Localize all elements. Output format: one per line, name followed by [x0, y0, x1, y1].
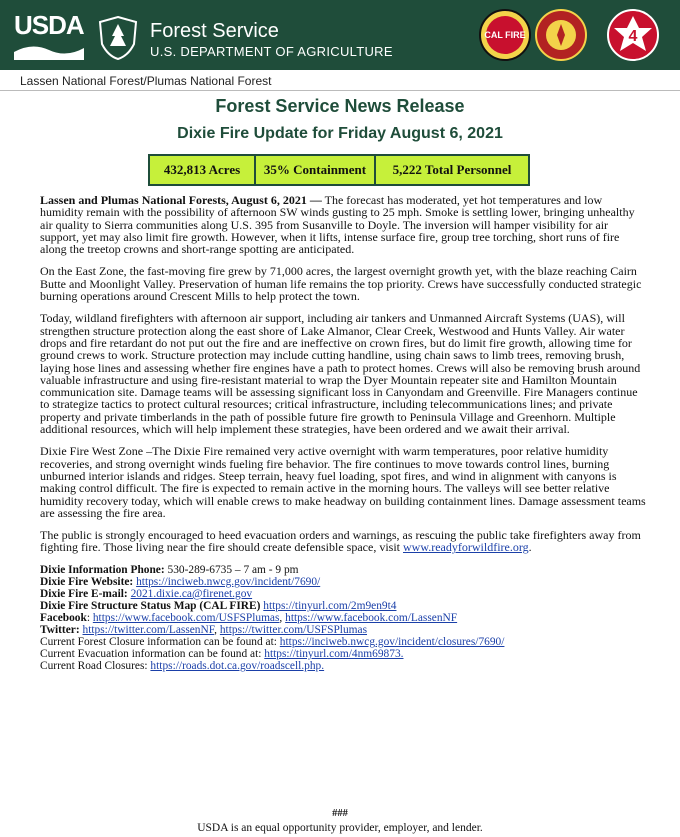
agency-name: Forest Service [150, 20, 279, 42]
page-title: Forest Service News Release [215, 96, 465, 116]
road-line [40, 660, 646, 672]
paragraph-5-end: . [528, 540, 532, 555]
website-link[interactable]: https://inciweb.nwcg.gov/incident/7690/ [136, 575, 321, 588]
stat-containment: 35% Containment [256, 156, 376, 184]
twitter-lassen-link[interactable]: https://twitter.com/LassenNF [82, 624, 215, 637]
calfire-badge-icon [478, 8, 532, 62]
twitter-label: Twitter: [40, 624, 80, 637]
closure-link[interactable]: https://inciweb.nwcg.gov/incident/closures/7690/ [279, 636, 505, 649]
paragraph-1-text: The forecast has moderated, yet hot temperatures and low humidity remain with the possibility of afternoon SW winds gusting to 25 mph. Smoke is settling lower, bringing unhealthy air quality to Sierra communities along U.S. 395 from Susanville to Doyle. The inversion will hamper visibility for air support, yet may also limit fire growth. However, when it lifts, intense surface fire, group tree torching, short runs of fire along the treetop crowns and short-range spotting are anticipated. [40, 193, 635, 257]
evacuation-label: Current Evacuation information can be found at: [40, 648, 265, 661]
paragraph-3: Today, wildland firefighters with afternoon air support, including air tankers and Unmanned Aircraft Systems (UAS), will strengthen structure protection along the east shore of Lake Almanor, Clear Creek, Westwood and Hunts Valley. Air water drops and fire retardant do not put out the fire and are ineffective on crown fires, but do limit fire growth, allowing time for ground crews to work. Structure protection may include cutting handline, using chain saws to limb trees, removing brush, laying hose lines and assessing whether fire engines have a path to protect homes. Crews will also be removing brush around valuable infrastructure and using fire-resistant material to wrap the Dyer Mountain repeater site and Hamilton Mountain communication site. Damage teams will be assessing significant loss in Canyondam and Greenville. Fire Managers continue to strategize tactics to protect cultural resources; critical infrastructure, including telecommunications lines; and private property and private timberlands in the path of possible future fire growth to Peninsula Village and Greenhorn. Multiple additional resources, which will help implement these strategies, have been ordered and we await their arrival. [40, 311, 641, 437]
incident-team-badge-icon [606, 8, 660, 62]
facebook-plumas-link[interactable]: https://www.facebook.com/USFSPlumas [92, 612, 280, 625]
header-banner [0, 0, 680, 70]
stat-personnel: 5,222 Total Personnel [376, 156, 528, 184]
twitter-line: Twitter: https://twitter.com/LassenNF, https://twitter.com/USFSPlumas [40, 624, 368, 637]
map-link[interactable]: https://tinyurl.com/2m9en9t4 [263, 600, 397, 612]
readyforwildfire-link[interactable]: www.readyforwildfire.org [403, 540, 529, 555]
facebook-line: Facebook: https://www.facebook.com/USFSPlumas, https://www.facebook.com/LassenNF [40, 612, 458, 625]
twitter-plumas-link[interactable]: https://twitter.com/USFSPlumas [219, 624, 368, 637]
stat-acres: 432,813 Acres [150, 156, 256, 184]
facebook-lassen-link[interactable]: https://www.facebook.com/LassenNF [285, 612, 458, 625]
agency-seal-badge-icon [534, 8, 588, 62]
email-link[interactable]: 2021.dixie.ca@firenet.gov [130, 587, 253, 600]
email-label: Dixie Fire E-mail: [40, 587, 128, 600]
paragraph-5 [40, 529, 646, 554]
road-label: Current Road Closures: [40, 660, 151, 673]
svg-text:4: 4 [628, 28, 638, 45]
website-label: Dixie Fire Website: [40, 575, 134, 588]
paragraph-1 [40, 194, 646, 255]
phone-label: Dixie Information Phone: [40, 563, 165, 576]
closure-line [40, 636, 646, 648]
website-line [40, 576, 646, 588]
page-subtitle: Dixie Fire Update for Friday August 6, 2021 [177, 125, 503, 142]
eeo-statement: USDA is an equal opportunity provider, employer, and lender. [197, 822, 483, 834]
road-link[interactable]: https://roads.dot.ca.gov/roadscell.php. [150, 660, 325, 673]
forest-service-shield-icon [98, 16, 138, 60]
end-mark: ### [332, 808, 348, 819]
evacuation-link[interactable]: https://tinyurl.com/4nm69873. [264, 648, 404, 661]
phone-line [40, 564, 646, 576]
release-body [40, 194, 646, 673]
divider [0, 90, 680, 91]
usda-logo[interactable] [14, 10, 84, 58]
dateline: Lassen and Plumas National Forests, August 6, 2021 — [40, 193, 322, 207]
facebook-label: Facebook [40, 612, 87, 625]
closure-label: Current Forest Closure information can be found at: [40, 636, 280, 649]
forest-name-line: Lassen National Forest/Plumas National Forest [20, 74, 272, 88]
evacuation-line [40, 648, 646, 660]
paragraph-2: On the East Zone, the fast-moving fire grew by 71,000 acres, the largest overnight growth yet, with the blaze reaching Cairn Butte and Moonlight Valley. Preservation of human life remains the top priority. Crews have successfully conducted strategic burning operations around Crescent Mills to help protect the town. [40, 264, 642, 304]
usda-wave-icon [14, 42, 84, 60]
svg-text:CAL FIRE: CAL FIRE [484, 30, 526, 40]
map-line [40, 600, 646, 612]
email-line [40, 588, 646, 600]
paragraph-4: Dixie Fire West Zone –The Dixie Fire remained very active overnight with warm temperatures, poor relative humidity recoveries, and strong overnight winds fueling fire behavior. The fire continues to move towards control lines, burning unburned interior islands and ridges. Steep terrain, heavy fuel loading, spot fires, and wind in alignment with canyons is making control difficult. The fire is expected to remain active in the morning hours. The valleys will see better relative humidity recovery today, which will enable crews to make headway on building containment lines. Damage assessment teams are assessing the fire area. [40, 444, 646, 520]
paragraph-5-text: The public is strongly encouraged to heed evacuation orders and warnings, as rescuing the public take firefighters away from fighting fire. Those living near the fire should create defensible space, visit [40, 528, 641, 555]
department-name: U.S. DEPARTMENT OF AGRICULTURE [150, 44, 393, 59]
map-label: Dixie Fire Structure Status Map (CAL FIRE) [40, 600, 261, 612]
phone-value: 530-289-6735 – 7 am - 9 pm [164, 563, 299, 576]
stats-bar [148, 154, 530, 186]
contact-info [40, 564, 646, 673]
usda-wordmark: USDA [14, 10, 84, 40]
